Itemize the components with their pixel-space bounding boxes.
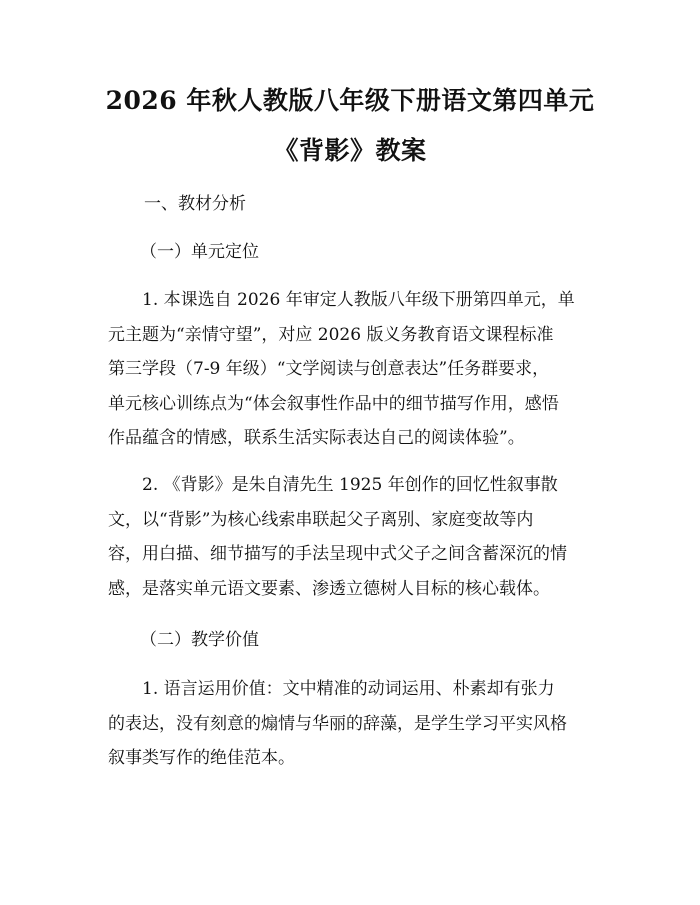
paragraph-line: 元主题为“亲情守望”，对应 2026 版义务教育语文课程标准 bbox=[108, 324, 554, 345]
subsection-heading-unit-positioning: （一）单元定位 bbox=[140, 242, 259, 262]
paragraph-unit-positioning-1 bbox=[108, 283, 608, 456]
document-title-line-1: 2026 年秋人教版八年级下册语文第四单元 bbox=[105, 86, 595, 115]
document-title-line-2: 《背影》教案 bbox=[273, 136, 427, 165]
paragraph-line: 作品蕴含的情感，联系生活实际表达自己的阅读体验”。 bbox=[108, 428, 525, 448]
paragraph-line: 1. 本课选自 2026 年审定人教版八年级下册第四单元，单 bbox=[142, 290, 575, 310]
paragraph-line: 1. 语言运用价值：文中精准的动词运用、朴素却有张力 bbox=[142, 679, 555, 699]
paragraph-line: 叙事类写作的绝佳范本。 bbox=[108, 748, 295, 768]
paragraph-line: 2. 《背影》是朱自清先生 1925 年创作的回忆性叙事散 bbox=[142, 475, 558, 495]
paragraph-line: 感，是落实单元语文要素、渗透立德树人目标的核心载体。 bbox=[108, 578, 550, 599]
subsection-heading-teaching-value: （二）教学价值 bbox=[140, 630, 259, 650]
paragraph-unit-positioning-2 bbox=[108, 468, 608, 606]
paragraph-line: 单元核心训练点为“体会叙事性作品中的细节描写作用，感悟 bbox=[108, 393, 559, 414]
paragraph-line: 文，以“背影”为核心线索串联起父子离别、家庭变故等内 bbox=[108, 509, 534, 530]
section-heading-materials-analysis: 一、教材分析 bbox=[144, 194, 246, 214]
paragraph-line: 的表达，没有刻意的煽情与华丽的辞藻，是学生学习平实风格 bbox=[108, 713, 567, 734]
paragraph-line: 第三学段（7-9 年级）“文学阅读与创意表达”任务群要求， bbox=[108, 359, 550, 379]
paragraph-teaching-value-1 bbox=[108, 672, 608, 776]
paragraph-line: 容，用白描、细节描写的手法呈现中式父子之间含蓄深沉的情 bbox=[108, 544, 567, 564]
